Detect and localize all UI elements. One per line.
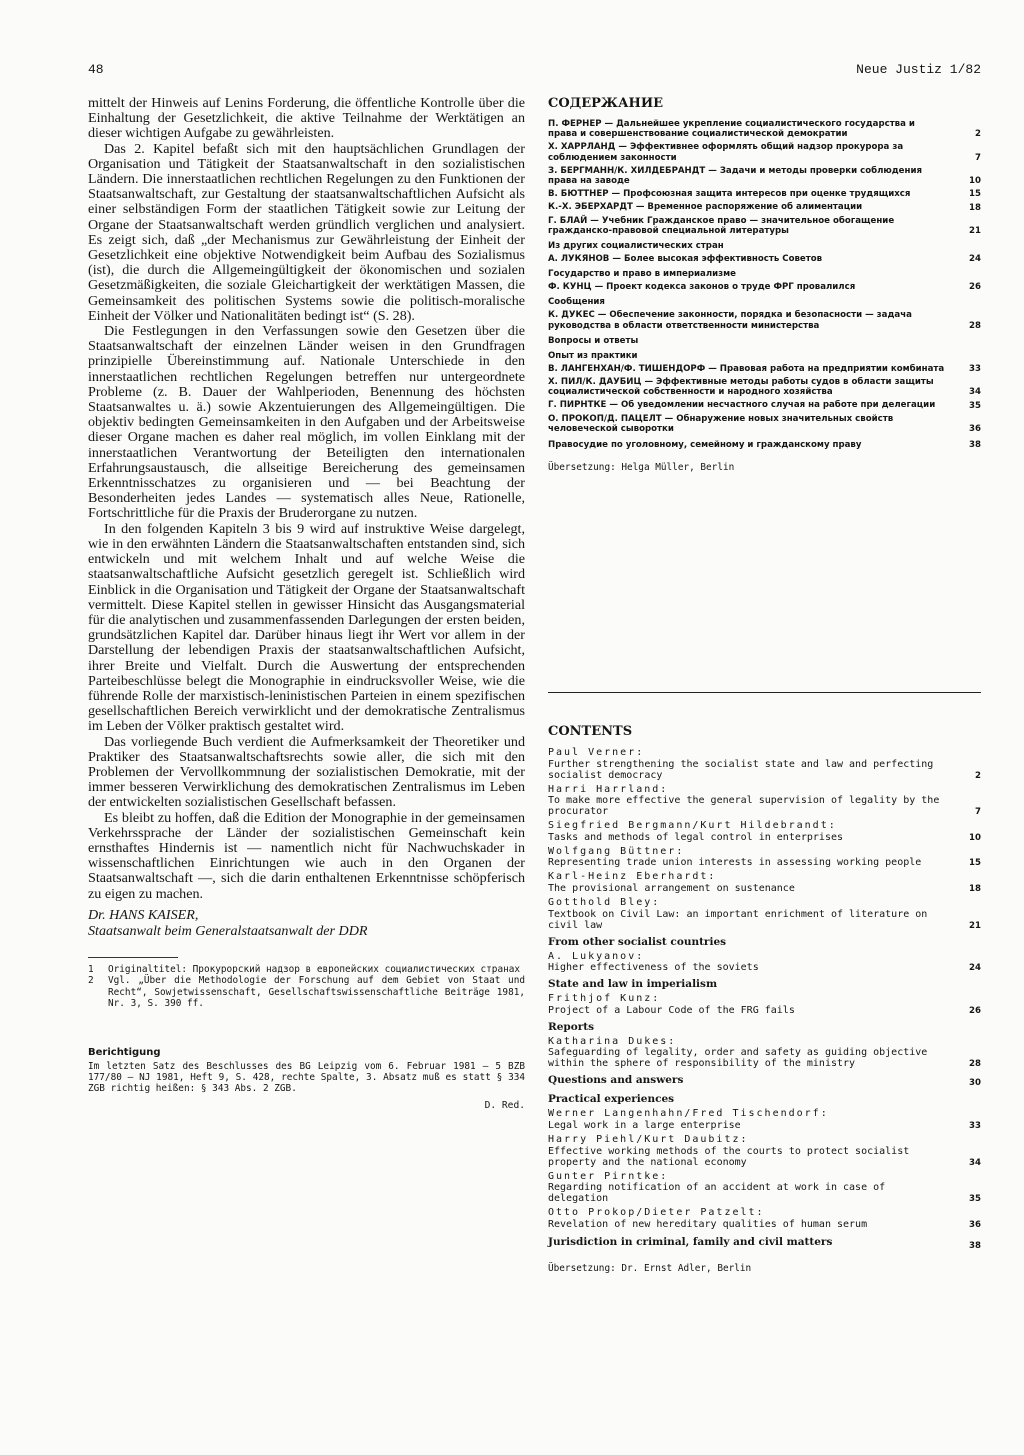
toc-entry[interactable] bbox=[548, 310, 981, 330]
entry-text: Project of a Labour Code of the FRG fails bbox=[548, 1004, 795, 1016]
footnote bbox=[88, 964, 525, 975]
entry-text: Х. ХАРРЛАНД — Эффективнее оформлять общий надзор прокурора за соблюдением законности bbox=[548, 142, 904, 163]
footnote-text: Originaltitel: Прокурорский надзор в европейских социалистических странах bbox=[108, 963, 521, 975]
entry-text: О. ПРОКОП/Д. ПАЦЕЛТ — Обнаружение новых значительных свойств человеческой сыворотки bbox=[548, 413, 894, 434]
entry-text: To make more effective the general supervision of legality by the procurator bbox=[548, 795, 940, 818]
entry-text: П. ФЕРНЕР — Дальнейшее укрепление социалистического государства и права и совершенствование социалистической демократии bbox=[548, 119, 915, 140]
footnote bbox=[88, 975, 525, 1009]
entry-page: 38 bbox=[969, 1240, 981, 1251]
paragraph: Das vorliegende Buch verdient die Aufmerksamkeit der Theoretiker und Praktiker des Staatsanwaltschaftsrechts sowie aller, die sich mit den Problemen der Vervollkommnung der sozialistischen Demokratie, mit der immer besseren Verwirklichung des demokratischen Zentralismus im Leben der entwickelten sozialistischen Gesellschaft befassen. bbox=[88, 733, 525, 811]
entry-page: 10 bbox=[969, 832, 981, 843]
paragraph: Das 2. Kapitel befaßt sich mit den hauptsächlichen Grundlagen der Organisation und Tätigkeit der Staatsanwaltschaft in den sozialistischen Ländern. Die innerstaatlichen rechtlichen Regelungen zu den Funktionen der Staatsanwaltschaft, zur Gestaltung der staatsanwaltschaftlichen Aufsicht als einer selbständigen Form der staatlichen Tätigkeit sowie zur Leitung der Organe der Staatsanwaltschaft werden gründlich verglichen und analysiert. Es zeigt sich, daß „der Mechanismus zur Gewährleistung der Einheit der Gesetzlichkeit eine objektive Notwendigkeit beim Aufbau des Sozialismus (ist), die durch die Allgemeingültigkeit der ökonomischen und sozialen Gesetzmäßigkeiten, die soziale Gleichartigkeit der werktätigen Massen, die Gemeinsamkeit des politischen Systems sowie die politisch-moralische Einheit der Völker und Nationalitäten bedingt ist“ (S. 28). bbox=[88, 140, 525, 324]
toc-entry[interactable] bbox=[548, 846, 981, 869]
paragraph: Es bleibt zu hoffen, daß die Edition der Monographie in der gemeinsamen Verkehrssprache der Länder der sozialistischen Gemeinschaft kein ernsthaftes Hindernis ist — namentlich nicht für Nachwuchskader in wissenschaftlichen Einrichtungen wie auch in den Organen der Staatsanwaltschaft —, sich die darin enthaltenen Erkenntnisse schöpferisch zu eigen zu machen. bbox=[88, 809, 525, 902]
entry-page: 18 bbox=[969, 883, 981, 894]
category-heading: Сообщения bbox=[548, 297, 605, 308]
correction-text: Im letzten Satz des Beschlusses des BG Leipzig vom 6. Februar 1981 — 5 BZB 177/80 — NJ 1981, Heft 9, S. 428, rechte Spalte, 3. Absatz muß es statt § 334 ZGB richtig heißen: § 343 Abs. 2 ZGB. bbox=[88, 1060, 525, 1094]
toc-entry[interactable] bbox=[548, 440, 981, 450]
signature-title: Staatsanwalt beim Generalstaatsanwalt der DDR bbox=[88, 922, 368, 939]
entry-author: Katharina Dukes: bbox=[548, 1035, 677, 1047]
entry-page: 21 bbox=[969, 226, 981, 237]
entry-text: Higher effectiveness of the soviets bbox=[548, 962, 759, 974]
entry-author: Harri Harrland: bbox=[548, 783, 669, 795]
paragraph: Die Festlegungen in den Verfassungen sowie den Gesetzen über die Staatsanwaltschaft der einzelnen Länder weisen in den Grundfragen prinzipielle Übereinstimmung auf. Nationale Unterschiede in den innerstaatlichen rechtlichen Regelungen betreffen nur untergeordnete Probleme (z. B. Dauer der Wahlperioden, Benennung des höchsten Staatsanwaltes u. ä.) sowie Akzentuierungen des Allgemeingültigen. Die objektiv bedingten Gemeinsamkeiten in den Aufgaben und der Arbeitsweise dieser Organe machen es daher real möglich, im vollen Einklang mit der innerstaatlichen Verantwortung der Beteiligten den internationalen Erfahrungsaustausch, die allseitige Bereicherung des gemeinsamen Erkenntnisschatzes zu organisieren und — bei Beachtung der Besonderheiten jedes Landes — systematisch alles Neue, Rationelle, Fortschrittliche für die Praxis der Bruderorgane zu nutzen. bbox=[88, 323, 525, 522]
toc-entry[interactable] bbox=[548, 784, 981, 818]
translator-credit: Übersetzung: Dr. Ernst Adler, Berlin bbox=[548, 1262, 752, 1274]
section-divider bbox=[548, 692, 981, 693]
entry-author: Paul Verner: bbox=[548, 747, 645, 758]
entry-text: Legal work in a large enterprise bbox=[548, 1119, 741, 1131]
footnote-number: 2 bbox=[88, 975, 94, 987]
entry-text: Г. ПИРНТКЕ — Об уведомлении несчастного случая на работе при делегации bbox=[548, 400, 936, 411]
entry-page: 26 bbox=[969, 282, 981, 293]
entry-author: A. Lukyanov: bbox=[548, 950, 645, 962]
toc-entry[interactable] bbox=[548, 282, 981, 292]
entry-page: 33 bbox=[969, 364, 981, 375]
entry-page: 15 bbox=[969, 858, 981, 869]
footnote-number: 1 bbox=[88, 963, 94, 975]
entry-page: 36 bbox=[969, 424, 981, 435]
entry-page: 2 bbox=[975, 129, 981, 140]
category-heading: Опыт из практики bbox=[548, 350, 638, 361]
toc-entry[interactable] bbox=[548, 400, 981, 410]
signature-name: Dr. HANS KAISER, bbox=[88, 906, 199, 923]
entry-text: З. БЕРГМАНН/К. ХИЛДЕБРАНДТ — Задачи и методы проверки соблюдения права на заводе bbox=[548, 165, 922, 187]
correction-title: Berichtigung bbox=[88, 1047, 161, 1059]
entry-text: Revelation of new hereditary qualities of human serum bbox=[548, 1218, 868, 1230]
entry-page: 24 bbox=[969, 254, 981, 265]
category-heading: State and law in imperialism bbox=[548, 978, 718, 991]
entry-author: Harry Piehl/Kurt Daubitz: bbox=[548, 1133, 749, 1145]
signature bbox=[88, 907, 525, 939]
entry-page: 36 bbox=[969, 1219, 981, 1230]
entry-page: 15 bbox=[969, 189, 981, 200]
entry-page: 18 bbox=[969, 202, 981, 213]
category-heading: Государство и право в империализме bbox=[548, 269, 736, 280]
entry-text: К.-Х. ЭБЕРХАРДТ — Временное распоряжение об алиментации bbox=[548, 202, 863, 213]
category-heading: Practical experiences bbox=[548, 1093, 675, 1106]
entry-author: Otto Prokop/Dieter Patzelt: bbox=[548, 1207, 765, 1219]
entry-author: Wolfgang Büttner: bbox=[548, 845, 685, 857]
entry-page: 2 bbox=[975, 770, 981, 781]
entry-page: 30 bbox=[969, 1078, 981, 1089]
ru-contents-title: СОДЕРЖАНИЕ bbox=[548, 96, 664, 111]
page-number: 48 bbox=[88, 62, 104, 77]
toc-entry[interactable] bbox=[548, 364, 981, 374]
toc-entry[interactable] bbox=[548, 142, 981, 162]
toc-entry[interactable] bbox=[548, 1108, 981, 1131]
toc-entry[interactable] bbox=[548, 216, 981, 236]
toc-entry[interactable] bbox=[548, 747, 981, 781]
paragraph: In den folgenden Kapiteln 3 bis 9 wird auf instruktive Weise dargelegt, wie in den erwähnten Ländern die Staatsanwaltschaften entstanden sind, sich entwickeln und mit welchem Inhalt und auf welche Weise die staatsanwaltschaftliche Aufsicht gesetzlich geregelt ist. Schließlich wird Einblick in die Organisation und Tätigkeit der Organe der Staatsanwaltschaft vermittelt. Diese Kapitel stellen in gewisser Hinsicht das Ausgangsmaterial für die analytischen und zusammenfassenden Darlegungen der ersten beiden, grundsätzlichen Kapitel dar. Darüber hinaus liegt ihr Wert vor allem in der Darstellung der lebendigen Praxis der staatsanwaltschaftlichen Aufsicht, ihrer Breite und Vielfalt. Durch die Auswertung der entsprechenden Parteibeschlüsse belegt die Monographie in eindrucksvoller Weise, wie die führende Rolle der marxistisch-leninistischen Parteien in einem spezifischen gesellschaftlichen Bereich verwirklicht und der demokratische Zentralismus im Leben der Völker praktisch gestaltet wird. bbox=[88, 520, 525, 735]
entry-page: 35 bbox=[969, 400, 981, 411]
entry-text: Jurisdiction in criminal, family and civil matters bbox=[548, 1235, 833, 1248]
translator-credit: Übersetzung: Helga Müller, Berlin bbox=[548, 462, 735, 474]
entry-page: 34 bbox=[969, 387, 981, 398]
toc-entry[interactable] bbox=[548, 1207, 981, 1230]
entry-page: 28 bbox=[969, 320, 981, 331]
entry-author: Karl-Heinz Eberhardt: bbox=[548, 871, 717, 883]
toc-entry[interactable] bbox=[548, 871, 981, 894]
toc-entry[interactable] bbox=[548, 1171, 981, 1205]
entry-page: 33 bbox=[969, 1120, 981, 1131]
entry-text: Effective working methods of the courts to protect socialist property and the national economy bbox=[548, 1145, 910, 1168]
category-heading: From other socialist countries bbox=[548, 935, 727, 948]
toc-entry[interactable] bbox=[548, 951, 981, 974]
toc-entry[interactable] bbox=[548, 189, 981, 199]
correction-sign: D. Red. bbox=[484, 1100, 525, 1112]
paragraph: mittelt der Hinweis auf Lenins Forderung, die öffentliche Kontrolle über die Einhaltung der Gesetzlichkeit, die aktive Teilnahme der Werktätigen an dieser wichtigen Aufgabe zu gewährleisten. bbox=[88, 95, 525, 142]
entry-text: Further strengthening the socialist state and law and perfecting socialist democracy bbox=[548, 758, 934, 781]
entry-page: 35 bbox=[969, 1194, 981, 1205]
toc-entry[interactable] bbox=[548, 993, 981, 1016]
toc-entry[interactable] bbox=[548, 254, 981, 264]
entry-text: Questions and answers bbox=[548, 1074, 684, 1087]
entry-text: Regarding notification of an accident at work in case of delegation bbox=[548, 1182, 886, 1205]
entry-author: Frithjof Kunz: bbox=[548, 993, 661, 1005]
entry-page: 26 bbox=[969, 1005, 981, 1016]
entry-page: 38 bbox=[969, 440, 981, 451]
entry-text: Х. ПИЛ/К. ДАУБИЦ — Эффективные методы работы судов в области защиты социалистической собственности и народного хозяйства bbox=[548, 377, 934, 398]
entry-page: 10 bbox=[969, 176, 981, 187]
entry-text: Textbook on Civil Law: an important enrichment of literature on civil law bbox=[548, 908, 928, 931]
toc-entry[interactable] bbox=[548, 1036, 981, 1070]
entry-text: Ф. КУНЦ — Проект кодекса законов о труде ФРГ провалился bbox=[548, 282, 856, 293]
review-article bbox=[88, 96, 525, 1113]
toc-entry[interactable] bbox=[548, 377, 981, 397]
entry-page: 21 bbox=[969, 920, 981, 931]
entry-text: К. ДУКЕС — Обеспечение законности, порядка и безопасности — задача руководства в области ответственности министерства bbox=[548, 310, 912, 331]
page-header bbox=[88, 62, 981, 80]
entry-text: Tasks and methods of legal control in enterprises bbox=[548, 831, 844, 843]
entry-author: Werner Langenhahn/Fred Tischendorf: bbox=[548, 1108, 829, 1120]
entry-text: А. ЛУКЯНОВ — Более высокая эффективность Советов bbox=[548, 254, 823, 265]
entry-text: Г. БЛАЙ — Учебник Гражданское право — значительное обогащение гражданско-правовой специальной литературы bbox=[548, 215, 895, 236]
en-contents-title: CONTENTS bbox=[548, 724, 633, 739]
russian-contents bbox=[548, 96, 981, 473]
entry-text: Representing trade union interests in assessing working people bbox=[548, 857, 922, 869]
toc-entry[interactable] bbox=[548, 119, 981, 139]
english-contents bbox=[548, 724, 981, 1274]
entry-page: 7 bbox=[975, 807, 981, 818]
entry-text: Safeguarding of legality, order and safety as guiding objective within the sphere of responsibility of the ministry bbox=[548, 1047, 928, 1070]
toc-entry[interactable] bbox=[548, 1233, 981, 1251]
toc-entry[interactable] bbox=[548, 1134, 981, 1168]
toc-entry[interactable] bbox=[548, 202, 981, 212]
category-heading: Из других социалистических стран bbox=[548, 241, 724, 252]
category-heading: Вопросы и ответы bbox=[548, 335, 639, 346]
entry-author: Siegfried Bergmann/Kurt Hildebrandt: bbox=[548, 820, 837, 832]
toc-entry[interactable] bbox=[548, 1072, 981, 1088]
journal-issue: Neue Justiz 1/82 bbox=[856, 62, 981, 77]
entry-text: The provisional arrangement on sustenance bbox=[548, 882, 795, 894]
entry-text: В. ЛАНГЕНХАН/Ф. ТИШЕНДОРФ — Правовая работа на предприятии комбината bbox=[548, 363, 945, 374]
footnote-text: Vgl. „Über die Methodologie der Forschung auf dem Gebiet von Staat und Recht“, Sowjetwissenschaft, Gesellschaftswissenschaftliche Beiträge 1981, Nr. 3, S. 390 ff. bbox=[108, 975, 525, 1009]
entry-author: Gotthold Bley: bbox=[548, 896, 661, 908]
toc-entry[interactable] bbox=[548, 897, 981, 931]
toc-entry[interactable] bbox=[548, 414, 981, 434]
entry-page: 7 bbox=[975, 152, 981, 163]
entry-page: 28 bbox=[969, 1059, 981, 1070]
entry-page: 24 bbox=[969, 963, 981, 974]
category-heading: Reports bbox=[548, 1020, 595, 1033]
footnote-rule bbox=[88, 957, 178, 958]
entry-author: Gunter Pirntke: bbox=[548, 1170, 669, 1182]
entry-text: Правосудие по уголовному, семейному и гражданскому праву bbox=[548, 440, 862, 451]
toc-entry[interactable] bbox=[548, 166, 981, 186]
toc-entry[interactable] bbox=[548, 820, 981, 843]
entry-text: В. БЮТТНЕР — Профсоюзная защита интересов при оценке трудящихся bbox=[548, 189, 911, 200]
entry-page: 34 bbox=[969, 1157, 981, 1168]
